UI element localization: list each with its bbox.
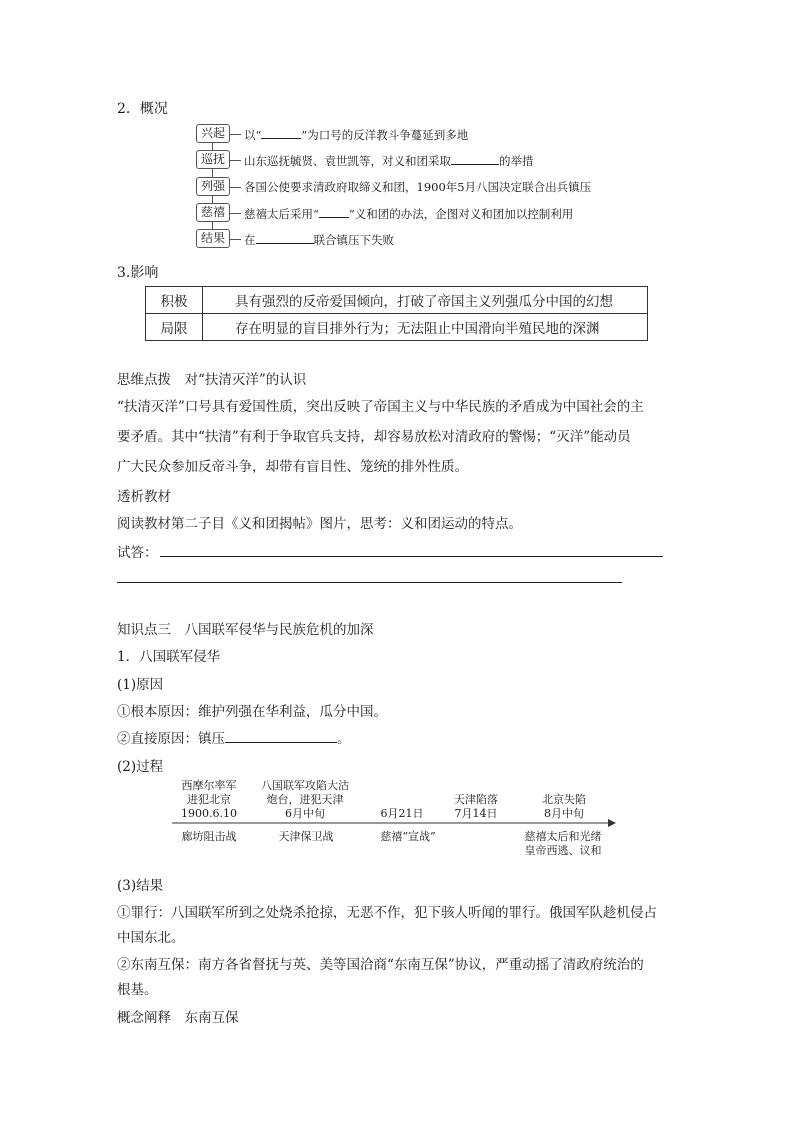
- timeline-event-below: 天津保卫战: [278, 830, 334, 843]
- blank-direct-cause[interactable]: [225, 730, 337, 743]
- table-row: [146, 314, 648, 341]
- overview-tag-rise: 兴起: [196, 124, 230, 143]
- blank-measure[interactable]: [451, 152, 499, 165]
- answer-line-2[interactable]: [117, 582, 622, 583]
- result-southeast-line-1: ②东南互保：南方各省督抚与英、美等国洽商“东南互保”协议，严重动摇了清政府统治的: [117, 957, 644, 973]
- impact-value-positive: 具有强烈的反帝爱国倾向，打破了帝国主义列强瓜分中国的幻想: [203, 287, 648, 314]
- overview-tag-powers: 列强: [196, 177, 230, 196]
- table-row: [146, 287, 648, 314]
- overview-row-rise: 以“ ”为口号的反洋教斗争蔓延到多地: [244, 128, 469, 142]
- result-southeast-line-2: 根基。: [117, 982, 158, 998]
- timeline-event-above: 西摩尔率军 进犯北京 1900.6.10: [181, 779, 237, 820]
- thinking-line-3: 广大民众参加反帝斗争，却带有盲目性、笼统的排外性质。: [117, 459, 468, 475]
- timeline-event-below: 慈禧“宣战”: [380, 830, 436, 843]
- overview-dash: [229, 239, 241, 240]
- answer-label: 试答：: [117, 545, 158, 561]
- timeline-axis: [168, 816, 616, 830]
- overview-tag-governor: 巡抚: [196, 150, 230, 169]
- textbook-title: 透析教材: [117, 489, 171, 505]
- section3-sub1: 1．八国联军侵华: [117, 649, 221, 665]
- overview-row-powers: 各国公使要求清政府取缔义和团，1900年5月八国决定联合出兵镇压: [244, 180, 592, 194]
- timeline-event-below: 慈禧太后和光绪 皇帝西逃、议和: [524, 830, 602, 857]
- overview-row-governor: 山东巡抚毓贤、袁世凯等，对义和团采取 的举措: [244, 154, 534, 168]
- impact-table: [145, 286, 648, 341]
- overview-dash: [229, 187, 241, 188]
- answer-line-1[interactable]: [160, 556, 663, 557]
- timeline-event-above: 天津陷落 7月14日: [454, 793, 498, 820]
- impact-value-limit: 存在明显的盲目排外行为；无法阻止中国滑向半殖民地的深渊: [203, 314, 648, 341]
- result-crime-line-2: 中国东北。: [117, 930, 185, 946]
- blank-slogan[interactable]: [261, 126, 301, 139]
- result-crime-line-1: ①罪行：八国联军所到之处烧杀抢掠，无恶不作，犯下骇人听闻的罪行。俄国军队趁机侵占: [117, 905, 657, 921]
- process-heading: (2)过程: [117, 759, 164, 775]
- overview-heading: 2．概况: [117, 101, 168, 117]
- thinking-line-1: “扶清灭洋”口号具有爱国性质，突出反映了帝国主义与中华民族的矛盾成为中国社会的主: [117, 399, 644, 415]
- cause-heading: (1)原因: [117, 677, 164, 693]
- result-heading: (3)结果: [117, 878, 164, 894]
- overview-dash: [229, 213, 241, 214]
- impact-key-positive: 积极: [146, 287, 203, 314]
- section3-title: 知识点三 八国联军侵华与民族危机的加深: [117, 622, 374, 638]
- textbook-question: 阅读教材第二子目《义和团揭帖》图片，思考：义和团运动的特点。: [117, 516, 522, 532]
- overview-row-result: 在 联合镇压下失败: [244, 233, 394, 247]
- overview-dash: [229, 134, 241, 135]
- overview-row-cixi: 慈禧太后采用“ ”义和团的办法，企图对义和团加以控制利用: [244, 207, 574, 221]
- cause-direct: ②直接原因：镇压 。: [117, 731, 351, 747]
- impact-key-limit: 局限: [146, 314, 203, 341]
- cause-root: ①根本原因：维护列强在华利益，瓜分中国。: [117, 704, 387, 720]
- overview-tag-cixi: 慈禧: [196, 203, 230, 222]
- timeline-event-above: 八国联军攻陷大沽 炮台，进犯天津 6月中旬: [261, 779, 349, 820]
- impact-heading: 3.影响: [117, 265, 159, 281]
- overview-tag-result: 结果: [196, 229, 230, 248]
- blank-method[interactable]: [319, 205, 349, 218]
- thinking-line-2: 要矛盾。其中“扶清”有利于争取官兵支持，却容易放松对清政府的警惕；“灭洋”能动员: [117, 429, 631, 445]
- blank-suppressor[interactable]: [256, 231, 314, 244]
- timeline-event-above: 北京失陷 8月中旬: [542, 793, 586, 820]
- concept-title: 概念阐释 东南互保: [117, 1010, 239, 1026]
- timeline-event-below: 廊坊阻击战: [181, 830, 237, 843]
- thinking-title: 思维点拨 对“扶清灭洋”的认识: [117, 372, 307, 388]
- timeline-event-above: 6月21日: [380, 807, 424, 820]
- overview-dash: [229, 160, 241, 161]
- timeline-arrow-icon: [608, 819, 616, 827]
